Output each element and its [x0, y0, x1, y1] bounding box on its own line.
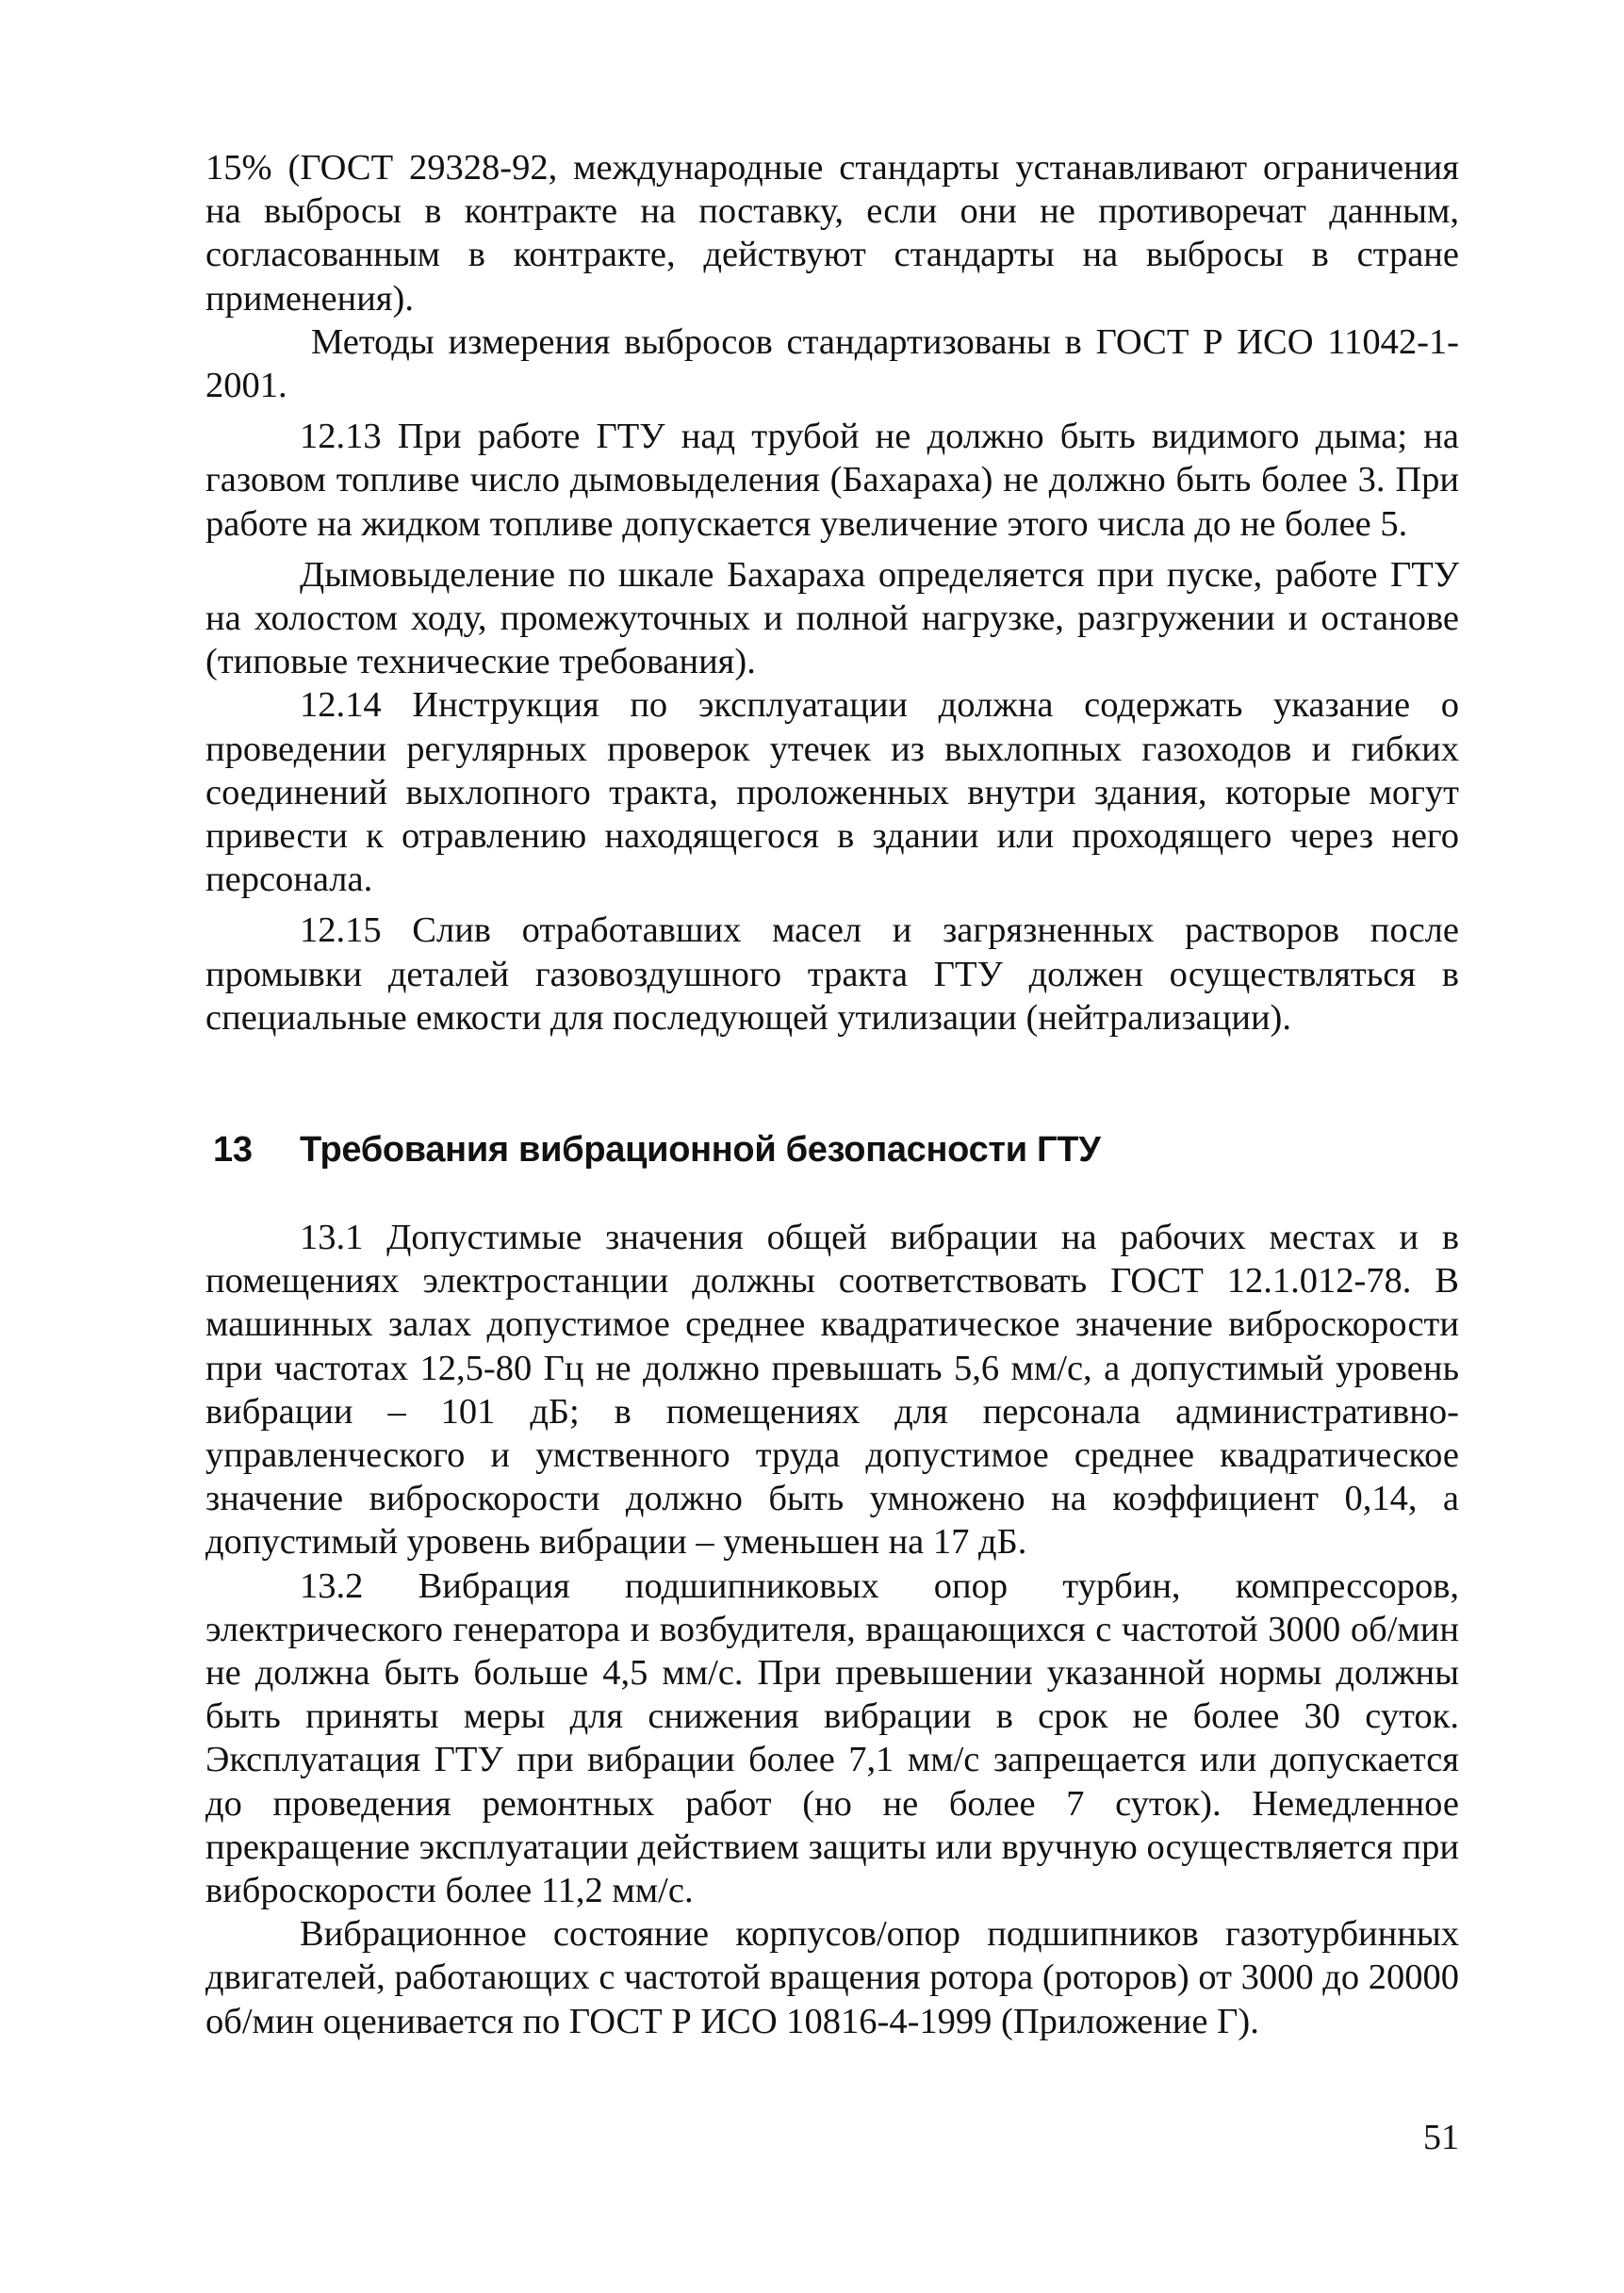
- paragraph-13-2: 13.2 Вибрация подшипниковых опор турбин, компрессоров, электрического генератора и возбудителя, вращающихся с частотой 3000 об/мин не должна быть больше 4,5 мм/с. При превышении указанной нормы должны быть приняты меры для снижения вибрации в срок не более 30 суток. Эксплуатация ГТУ при вибрации более 7,1 мм/с запрещается или допускается до проведения ремонтных работ (но не более 7 суток). Немедленное прекращение эксплуатации действием защиты или вручную осуществляется при виброскорости более 11,2 мм/с.: [205, 1565, 1459, 1911]
- section-heading: [213, 1126, 1101, 1173]
- paragraph-vibration-state: Вибрационное состояние корпусов/опор подшипников газотурбинных двигателей, работающих с частотой вращения ротора (роторов) от 3000 до 20000 об/мин оценивается по ГОСТ Р ИСО 10816-4-1999 (Приложение Г).: [205, 1914, 1459, 2041]
- section-number: 13: [213, 1130, 253, 1170]
- paragraph-emission-methods: Методы измерения выбросов стандартизованы в ГОСТ Р ИСО 11042-1-2001.: [205, 321, 1459, 406]
- paragraph-smoke-bacharach: Дымовыделение по шкале Бахараха определяется при пуске, работе ГТУ на холостом ходу, промежуточных и полной нагрузке, разгружении и останове (типовые технические требования).: [205, 554, 1459, 682]
- paragraph-12-15: 12.15 Слив отработавших масел и загрязненных растворов после промывки деталей газовоздушного тракта ГТУ должен осуществляться в специальные емкости для последующей утилизации (нейтрализации).: [205, 910, 1459, 1038]
- body-text-bottom: [205, 1216, 1459, 2043]
- paragraph-13-1: 13.1 Допустимые значения общей вибрации на рабочих местах и в помещениях электростанции должны соответствовать ГОСТ 12.1.012-78. В машинных залах допустимое среднее квадратическое значение виброскорости при частотах 12,5-80 Гц не должно превышать 5,6 мм/с, а допустимый уровень вибрации – 101 дБ; в помещениях для персонала административно-управленческого и умственного труда допустимое среднее квадратическое значение виброскорости должно быть умножено на коэффициент 0,14, а допустимый уровень вибрации – уменьшен на 17 дБ.: [205, 1218, 1459, 1563]
- paragraph-emissions-continuation: 15% (ГОСТ 29328-92, международные стандарты устанавливают ограничения на выбросы в контракте на поставку, если они не противоречат данным, согласованным в контракте, действуют стандарты на выбросы в стране применения).: [205, 148, 1459, 319]
- page-number: 51: [1423, 2118, 1459, 2157]
- body-text-top: [205, 146, 1459, 1040]
- section-title: Требования вибрационной безопасности ГТУ: [300, 1130, 1101, 1170]
- paragraph-12-13: 12.13 При работе ГТУ над трубой не должно быть видимого дыма; на газовом топливе число дымовыделения (Бахараха) не должно быть более 3. При работе на жидком топливе допускается увеличение этого числа до не более 5.: [205, 417, 1459, 544]
- paragraph-12-14: 12.14 Инструкция по эксплуатации должна содержать указание о проведении регулярных проверок утечек из выхлопных газоходов и гибких соединений выхлопного тракта, проложенных внутри здания, которые могут привести к отравлению находящегося в здании или проходящего через него персонала.: [205, 685, 1459, 900]
